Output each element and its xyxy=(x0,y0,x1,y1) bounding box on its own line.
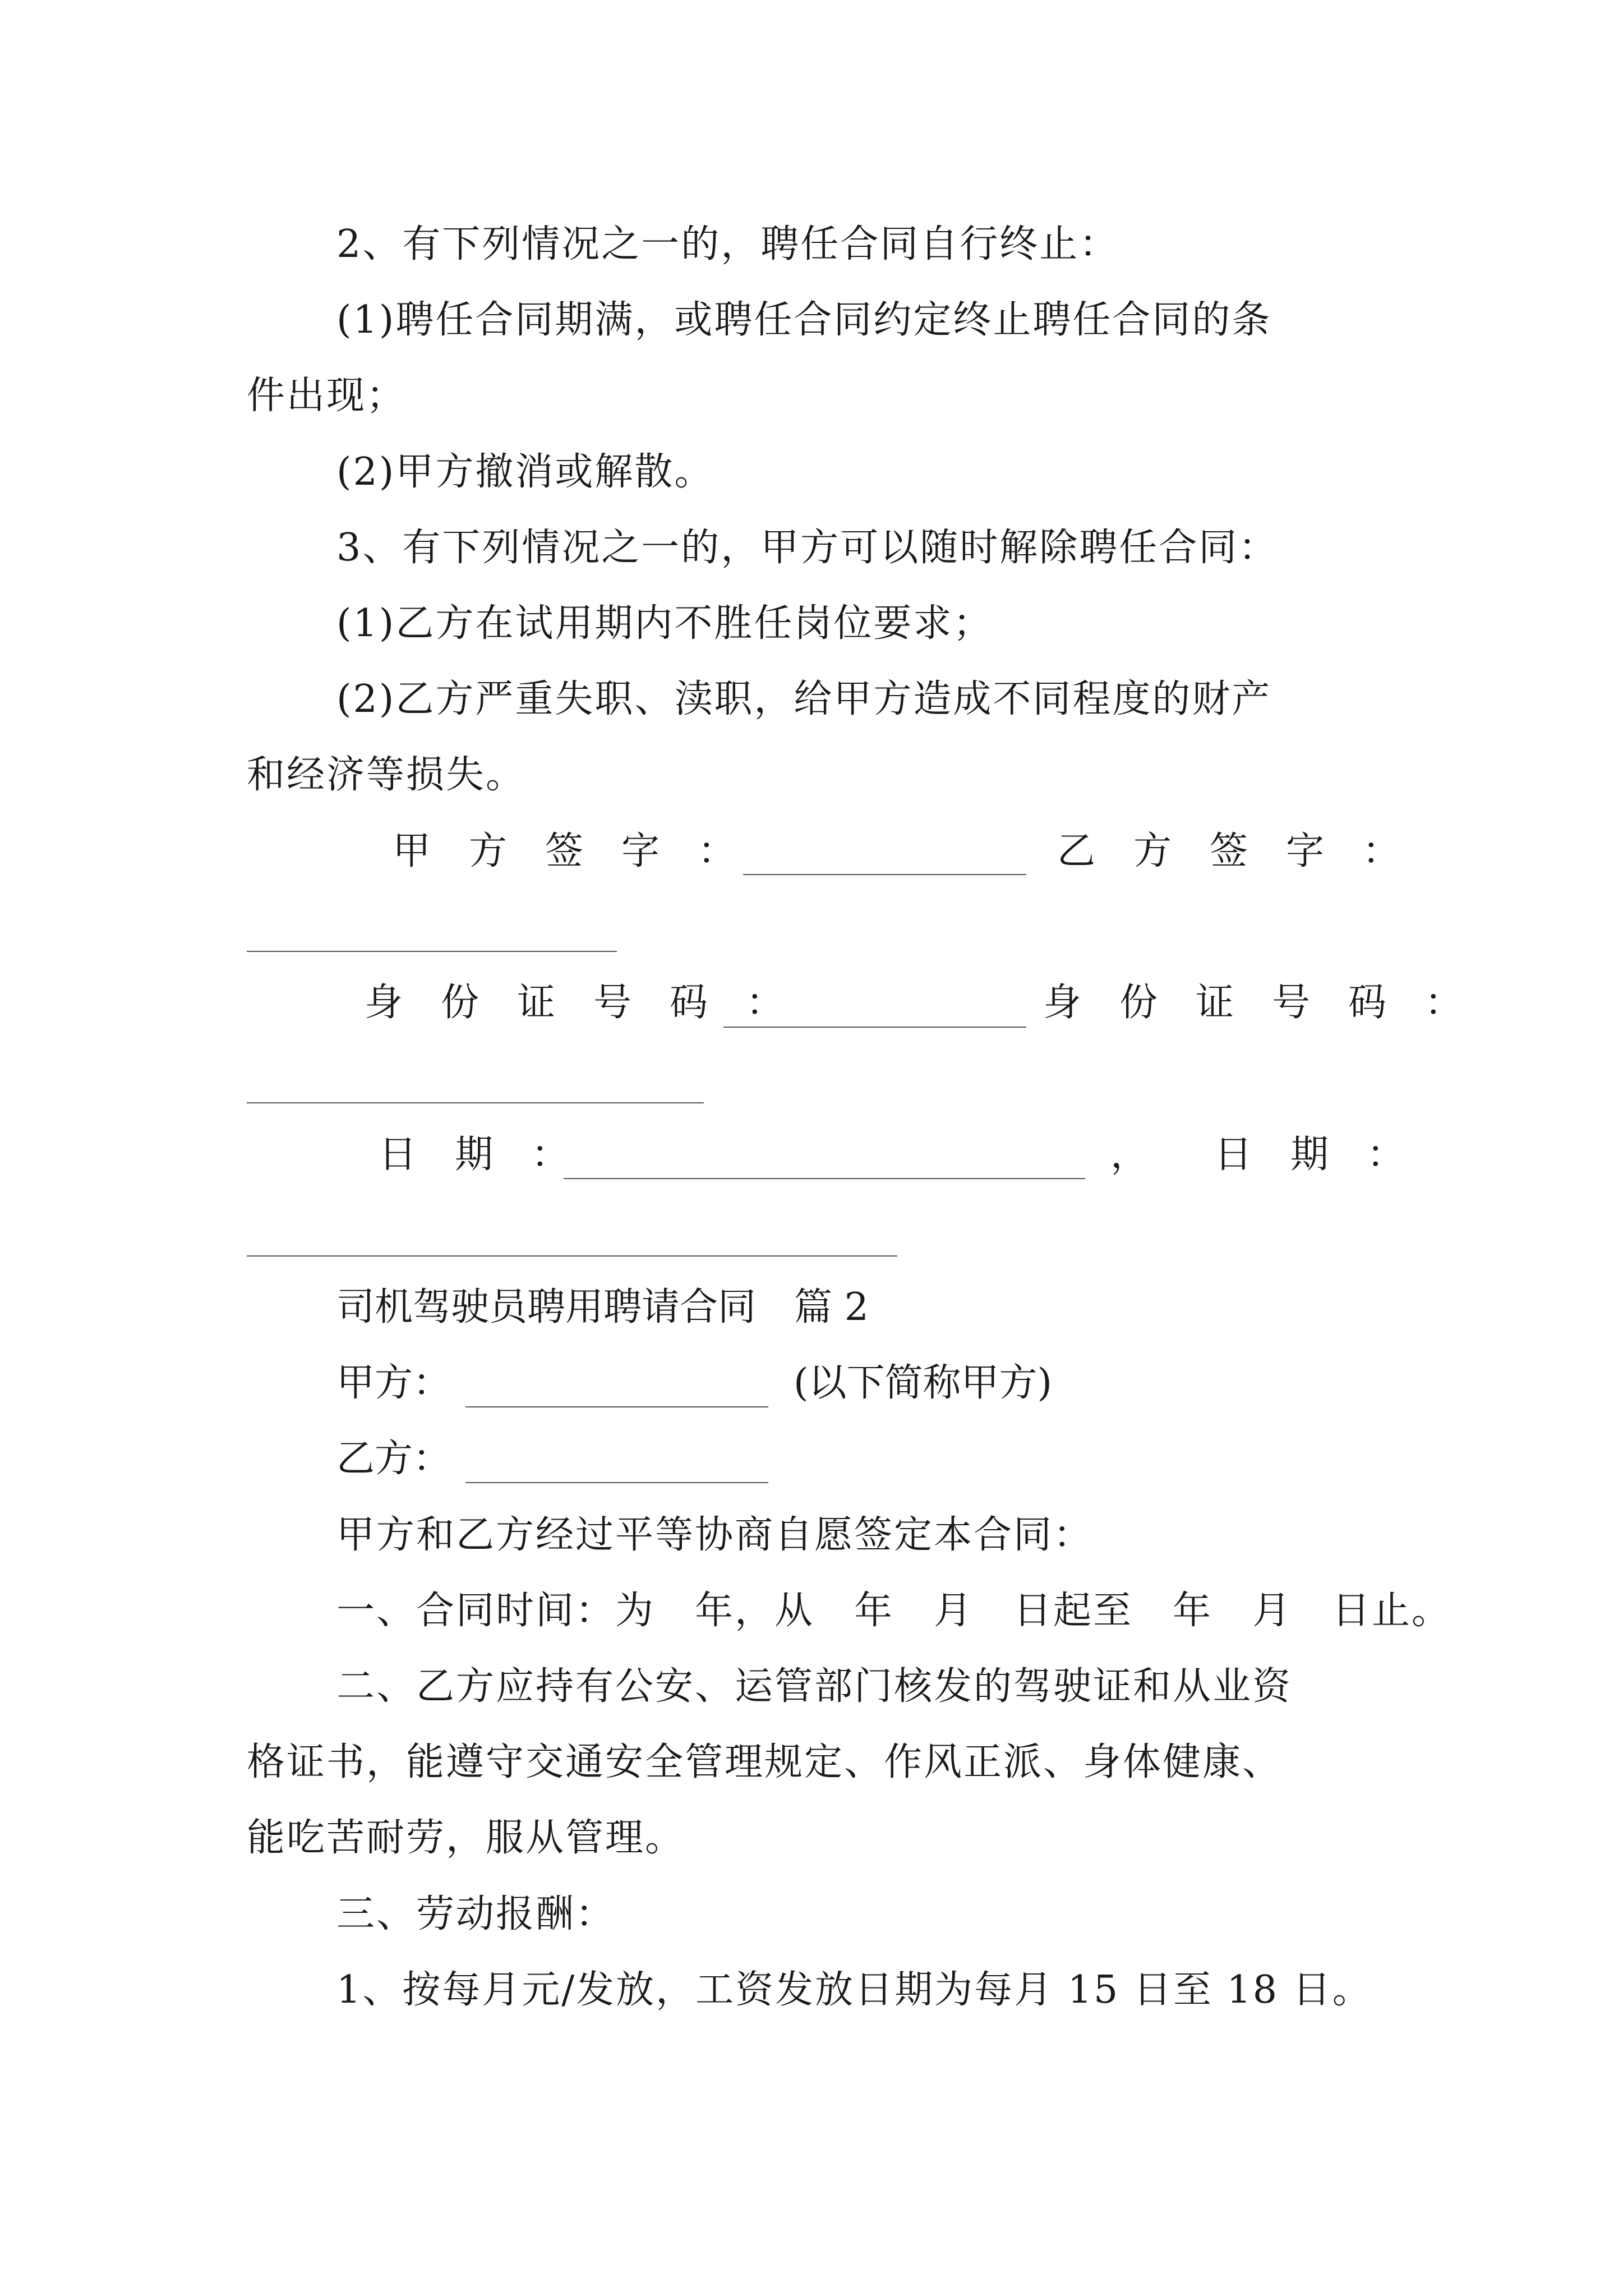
party-b-sign-label: 乙 方 签 字 ： xyxy=(1057,829,1401,873)
section-2-heading: 司机驾驶员聘用聘请合同 篇 2 xyxy=(336,1285,869,1329)
party-b-id-label: 身 份 证 号 码 ： xyxy=(1043,981,1463,1025)
party-a-id-label: 身 份 证 号 码 ： xyxy=(365,981,785,1025)
party-a-id-blank xyxy=(723,1027,1026,1028)
party-b-date-blank xyxy=(247,1255,897,1257)
party-a-sign-blank xyxy=(743,874,1026,875)
clause-3-title: 3、有下列情况之一的，甲方可以随时解除聘任合同： xyxy=(336,526,1279,570)
party-a-date-blank xyxy=(564,1178,1085,1179)
requirements-line-3: 能吃苦耐劳，服从管理。 xyxy=(247,1816,685,1860)
party-b-id-blank xyxy=(247,1102,704,1103)
clause-2-item-2: (2)甲方撤消或解散。 xyxy=(336,450,714,494)
clause-2-title: 2、有下列情况之一的，聘任合同自行终止： xyxy=(336,222,1119,266)
party-b-label: 乙方： xyxy=(336,1437,451,1481)
clause-2-item-1-cont: 件出现； xyxy=(247,374,407,418)
clause-2-item-1: (1)聘任合同期满，或聘任合同约定终止聘任合同的条 xyxy=(336,298,1272,342)
party-a-sign-label: 甲 方 签 字 ： xyxy=(393,829,736,873)
clause-3-item-2-cont: 和经济等损失。 xyxy=(247,753,526,797)
clause-3-item-2: (2)乙方严重失职、渎职，给甲方造成不同程度的财产 xyxy=(336,677,1272,721)
party-b-name-blank xyxy=(465,1482,768,1483)
pay-item-1: 1、按每月元/发放，工资发放日期为每月 15 日至 18 日。 xyxy=(336,1968,1372,2012)
party-b-sign-blank xyxy=(247,951,617,952)
date-separator: ， xyxy=(1110,1133,1149,1177)
party-a-name-blank xyxy=(465,1406,768,1407)
party-a-note: (以下简称甲方) xyxy=(794,1361,1053,1405)
clause-3-item-1: (1)乙方在试用期内不胜任岗位要求； xyxy=(336,601,993,646)
contract-term: 一、合同时间：为 年，从 年 月 日起至 年 月 日止。 xyxy=(336,1589,1452,1633)
party-b-date-label: 日 期 ： xyxy=(1214,1133,1405,1177)
requirements-line-2: 格证书，能遵守交通安全管理规定、作风正派、身体健康、 xyxy=(247,1740,1283,1784)
requirements-line-1: 二、乙方应持有公安、运管部门核发的驾驶证和从业资 xyxy=(336,1664,1293,1709)
party-a-date-label: 日 期 ： xyxy=(379,1133,570,1177)
pay-title: 三、劳动报酬： xyxy=(336,1892,616,1936)
contract-intro: 甲方和乙方经过平等协商自愿签定本合同： xyxy=(336,1513,1094,1557)
party-a-label: 甲方： xyxy=(336,1361,451,1405)
